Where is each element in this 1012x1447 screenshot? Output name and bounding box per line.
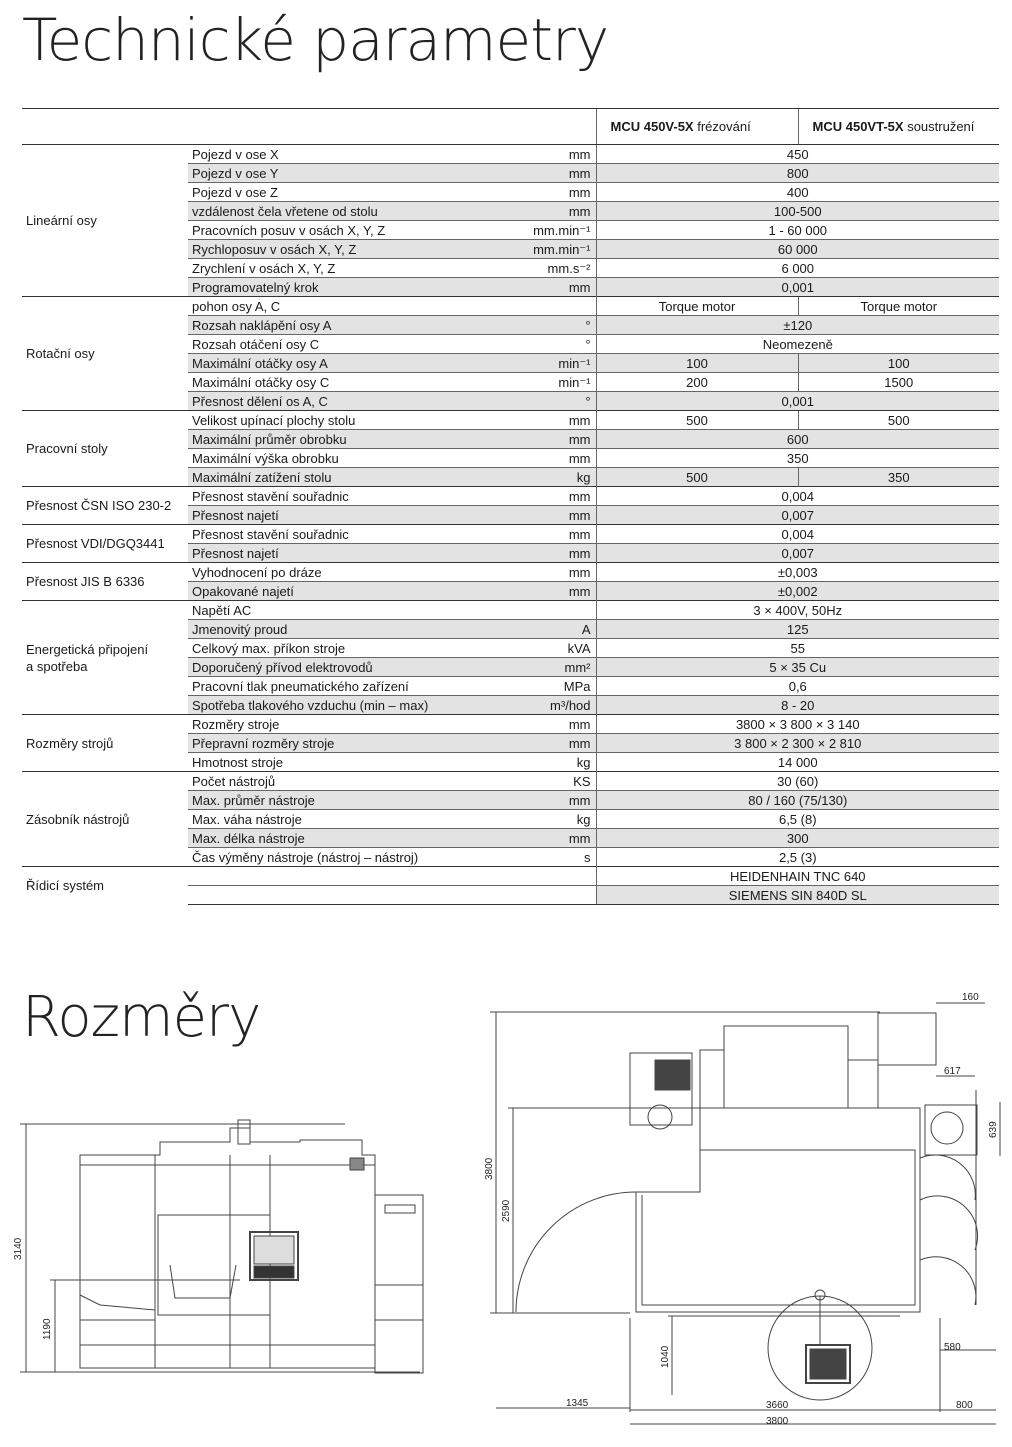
param-name: Max. délka nástroje <box>188 829 528 848</box>
table-row <box>22 297 999 316</box>
table-row <box>22 601 999 620</box>
table-row <box>22 563 999 582</box>
param-value: 1 - 60 000 <box>596 221 999 240</box>
param-name: Přesnost najetí <box>188 544 528 563</box>
param-value-milling: Torque motor <box>596 297 798 316</box>
plan-view-drawing <box>490 1003 1000 1424</box>
param-name: Maximální průměr obrobku <box>188 430 528 449</box>
group-label: Přesnost JIS B 6336 <box>22 563 188 601</box>
dim-580: 580 <box>944 1342 961 1353</box>
param-value: 0,004 <box>596 525 999 544</box>
param-value: 0,001 <box>596 392 999 411</box>
param-name: Pracovních posuv v osách X, Y, Z <box>188 221 528 240</box>
side-view-drawing <box>20 1120 423 1373</box>
param-name: Doporučený přívod elektrovodů <box>188 658 528 677</box>
param-name: Rychloposuv v osách X, Y, Z <box>188 240 528 259</box>
param-name: Maximální zatížení stolu <box>188 468 528 487</box>
table-row <box>22 525 999 544</box>
group-label: Rotační osy <box>22 297 188 411</box>
param-unit: mm <box>528 582 596 601</box>
param-unit: mm <box>528 183 596 202</box>
param-unit: mm <box>528 715 596 734</box>
dim-617: 617 <box>944 1066 961 1077</box>
param-value-turning: 1500 <box>798 373 999 392</box>
table-row <box>22 411 999 430</box>
param-name: Čas výměny nástroje (nástroj – nástroj) <box>188 848 528 867</box>
dim-639: 639 <box>988 1121 999 1138</box>
param-unit: kg <box>528 810 596 829</box>
param-name: Přesnost dělení os A, C <box>188 392 528 411</box>
param-unit: min⁻¹ <box>528 373 596 392</box>
param-value: 300 <box>596 829 999 848</box>
dim-800: 800 <box>956 1400 973 1411</box>
param-name: Hmotnost stroje <box>188 753 528 772</box>
param-unit: m³/hod <box>528 696 596 715</box>
param-unit: mm <box>528 487 596 506</box>
param-empty <box>188 886 596 905</box>
dim-height-total: 3140 <box>13 1237 24 1260</box>
param-value: 100-500 <box>596 202 999 221</box>
param-name: Celkový max. příkon stroje <box>188 639 528 658</box>
param-value: 80 / 160 (75/130) <box>596 791 999 810</box>
param-unit: mm.min⁻¹ <box>528 240 596 259</box>
param-name: Spotřeba tlakového vzduchu (min – max) <box>188 696 528 715</box>
param-value: 450 <box>596 145 999 164</box>
param-value: 2,5 (3) <box>596 848 999 867</box>
dim-height-table: 1190 <box>42 1318 53 1340</box>
param-value-turning: 350 <box>798 468 999 487</box>
param-name: Jmenovitý proud <box>188 620 528 639</box>
param-name: vzdálenost čela vřetene od stolu <box>188 202 528 221</box>
param-unit: mm <box>528 145 596 164</box>
table-row <box>22 867 999 886</box>
param-value: 0,007 <box>596 544 999 563</box>
param-name: Velikost upínací plochy stolu <box>188 411 528 430</box>
param-value: ±0,003 <box>596 563 999 582</box>
param-name: Přesnost stavění souřadnic <box>188 525 528 544</box>
param-value: 0,007 <box>596 506 999 525</box>
dim-1040: 1040 <box>660 1345 671 1368</box>
group-label: Pracovní stoly <box>22 411 188 487</box>
param-unit: mm <box>528 506 596 525</box>
param-empty <box>188 867 596 886</box>
param-unit: kg <box>528 468 596 487</box>
param-unit: mm² <box>528 658 596 677</box>
param-name: Přepravní rozměry stroje <box>188 734 528 753</box>
param-name: pohon osy A, C <box>188 297 528 316</box>
param-unit: kg <box>528 753 596 772</box>
model-header-milling: MCU 450V-5X frézování <box>596 109 798 145</box>
group-label: Zásobník nástrojů <box>22 772 188 867</box>
table-row <box>22 145 999 164</box>
group-label: Řídicí systém <box>22 867 188 905</box>
dim-1345: 1345 <box>566 1398 589 1409</box>
param-value: 6 000 <box>596 259 999 278</box>
param-value: 3 × 400V, 50Hz <box>596 601 999 620</box>
param-unit: min⁻¹ <box>528 354 596 373</box>
param-value: HEIDENHAIN TNC 640 <box>596 867 999 886</box>
param-unit: mm.s⁻² <box>528 259 596 278</box>
param-unit <box>528 601 596 620</box>
param-value: 14 000 <box>596 753 999 772</box>
group-label: Přesnost ČSN ISO 230-2 <box>22 487 188 525</box>
param-unit: mm <box>528 734 596 753</box>
param-unit: ° <box>528 316 596 335</box>
param-value: 6,5 (8) <box>596 810 999 829</box>
param-unit: kVA <box>528 639 596 658</box>
param-name: Napětí AC <box>188 601 528 620</box>
param-value: 55 <box>596 639 999 658</box>
param-value: 5 × 35 Cu <box>596 658 999 677</box>
param-unit: A <box>528 620 596 639</box>
group-label: Lineární osy <box>22 145 188 297</box>
param-value: ±0,002 <box>596 582 999 601</box>
spec-table <box>22 108 999 905</box>
dimensions-title: Rozměry <box>22 985 261 1050</box>
param-value: 60 000 <box>596 240 999 259</box>
param-unit <box>528 297 596 316</box>
param-name: Max. váha nástroje <box>188 810 528 829</box>
param-name: Zrychlení v osách X, Y, Z <box>188 259 528 278</box>
param-unit: mm <box>528 563 596 582</box>
param-unit: mm <box>528 544 596 563</box>
param-name: Pojezd v ose Y <box>188 164 528 183</box>
param-value: 30 (60) <box>596 772 999 791</box>
dim-3800-horizontal: 3800 <box>766 1416 789 1427</box>
param-unit: mm <box>528 791 596 810</box>
param-unit: mm <box>528 525 596 544</box>
param-name: Maximální otáčky osy C <box>188 373 528 392</box>
param-unit: mm.min⁻¹ <box>528 221 596 240</box>
param-name: Pojezd v ose X <box>188 145 528 164</box>
param-name: Maximální otáčky osy A <box>188 354 528 373</box>
dim-3660: 3660 <box>766 1400 789 1411</box>
param-value: 400 <box>596 183 999 202</box>
param-value: Neomezeně <box>596 335 999 354</box>
table-row <box>22 487 999 506</box>
param-name: Programovatelný krok <box>188 278 528 297</box>
param-name: Max. průměr nástroje <box>188 791 528 810</box>
param-name: Přesnost najetí <box>188 506 528 525</box>
param-name: Maximální výška obrobku <box>188 449 528 468</box>
model-header-turning: MCU 450VT-5X soustružení <box>798 109 999 145</box>
param-value: 350 <box>596 449 999 468</box>
param-value: ±120 <box>596 316 999 335</box>
param-unit: KS <box>528 772 596 791</box>
dim-3800-vertical: 3800 <box>484 1157 495 1180</box>
param-value: 3800 × 3 800 × 3 140 <box>596 715 999 734</box>
param-unit: mm <box>528 430 596 449</box>
param-value-milling: 500 <box>596 411 798 430</box>
param-name: Vyhodnocení po dráze <box>188 563 528 582</box>
param-unit: mm <box>528 829 596 848</box>
param-name: Počet nástrojů <box>188 772 528 791</box>
dim-2590: 2590 <box>501 1199 512 1222</box>
param-unit: s <box>528 848 596 867</box>
param-value-milling: 500 <box>596 468 798 487</box>
group-label: Energetická připojení a spotřeba <box>22 601 188 715</box>
param-value: 3 800 × 2 300 × 2 810 <box>596 734 999 753</box>
param-name: Přesnost stavění souřadnic <box>188 487 528 506</box>
param-value: 8 - 20 <box>596 696 999 715</box>
param-value: 0,6 <box>596 677 999 696</box>
param-name: Opakované najetí <box>188 582 528 601</box>
page-title: Technické parametry <box>22 6 609 74</box>
group-label: Rozměry strojů <box>22 715 188 772</box>
param-name: Pojezd v ose Z <box>188 183 528 202</box>
param-value-milling: 100 <box>596 354 798 373</box>
param-unit: mm <box>528 278 596 297</box>
param-value-milling: 200 <box>596 373 798 392</box>
param-value-turning: 100 <box>798 354 999 373</box>
group-label: Přesnost VDI/DGQ3441 <box>22 525 188 563</box>
param-name: Pracovní tlak pneumatického zařízení <box>188 677 528 696</box>
param-value-turning: 500 <box>798 411 999 430</box>
param-name: Rozsah otáčení osy C <box>188 335 528 354</box>
param-value: 0,001 <box>596 278 999 297</box>
param-unit: mm <box>528 411 596 430</box>
param-unit: mm <box>528 164 596 183</box>
param-unit: mm <box>528 202 596 221</box>
param-unit: mm <box>528 449 596 468</box>
param-unit: ° <box>528 335 596 354</box>
param-value: 600 <box>596 430 999 449</box>
param-value: 125 <box>596 620 999 639</box>
param-value: 800 <box>596 164 999 183</box>
param-value: 0,004 <box>596 487 999 506</box>
param-name: Rozsah naklápění osy A <box>188 316 528 335</box>
table-header-row <box>22 109 999 145</box>
table-row <box>22 772 999 791</box>
param-unit: MPa <box>528 677 596 696</box>
param-unit: ° <box>528 392 596 411</box>
param-value-turning: Torque motor <box>798 297 999 316</box>
table-row <box>22 715 999 734</box>
dim-160: 160 <box>962 992 979 1003</box>
param-value: SIEMENS SIN 840D SL <box>596 886 999 905</box>
param-name: Rozměry stroje <box>188 715 528 734</box>
